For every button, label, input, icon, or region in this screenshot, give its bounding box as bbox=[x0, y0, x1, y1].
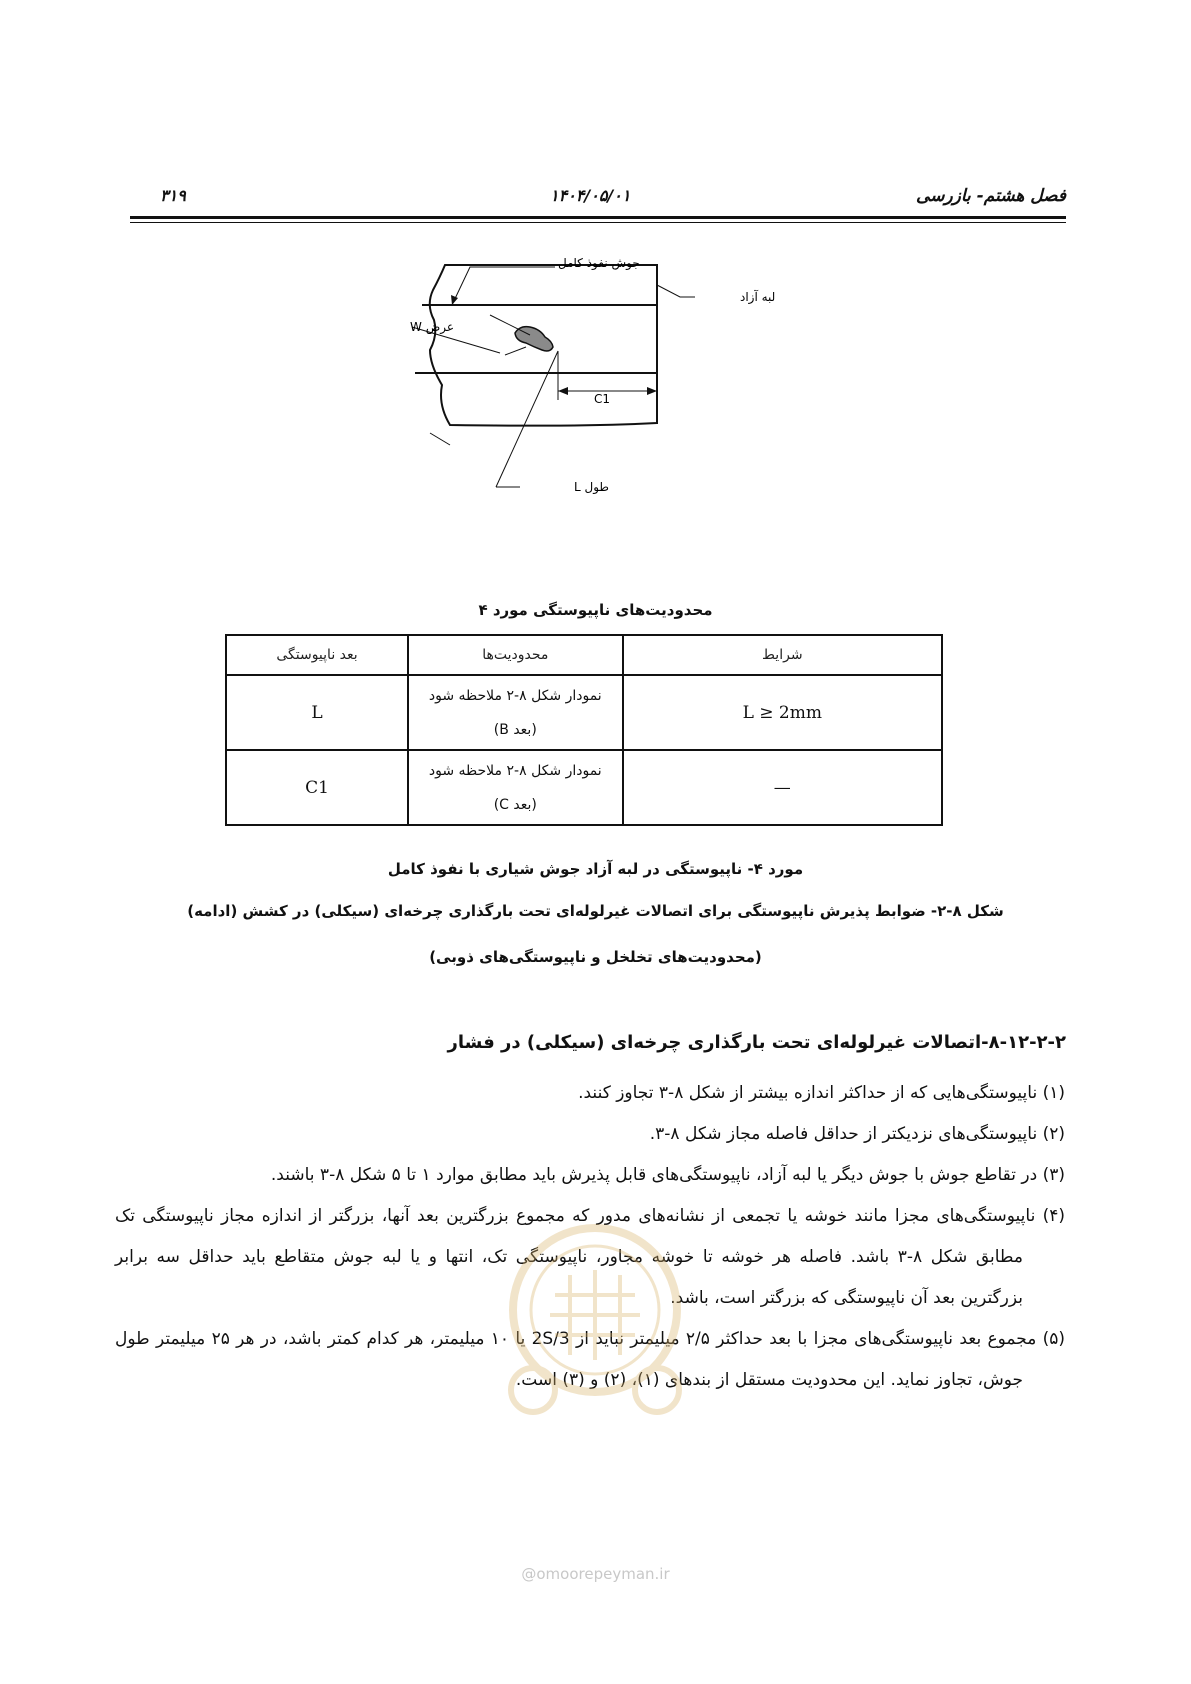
cell-dimension: L bbox=[226, 675, 408, 750]
case-caption: مورد ۴- ناپیوستگی در لبه آزاد جوش شیاری با نفوذ کامل bbox=[387, 860, 804, 878]
list-item: (۳) در تقاطع جوش با جوش دیگر یا لبه آزاد، ناپیوستگی‌های قابل پذیرش باید مطابق موارد ۱ تا ۵ شکل ۸-۳ باشند. bbox=[270, 1165, 1065, 1185]
length-line bbox=[496, 351, 558, 487]
seal-gear-right bbox=[635, 1368, 679, 1412]
cell-condition: L ≥ 2mm bbox=[623, 675, 942, 750]
limit-line2: (بعد B) bbox=[493, 721, 537, 738]
cell-limit bbox=[408, 750, 623, 825]
header-limits: محدودیت‌ها bbox=[408, 635, 623, 675]
seal-grid bbox=[550, 1270, 640, 1360]
label-full-penetration-weld: جوش نفوذ کامل bbox=[558, 256, 640, 270]
figure-subtitle: (محدودیت‌های تخلخل و ناپیوستگی‌های ذوبی) bbox=[429, 948, 762, 966]
list-item: (۲) ناپیوستگی‌های نزدیکتر از حداقل فاصله مجاز شکل ۸-۳. bbox=[649, 1124, 1065, 1144]
cell-condition: — bbox=[623, 750, 942, 825]
label-c1: C1 bbox=[593, 392, 611, 406]
watermark-seal bbox=[505, 1215, 685, 1475]
list-item: (۴) ناپیوستگی‌های مجزا مانند خوشه یا تجمعی از نشانه‌های مدور که مجموع بزرگترین بعد آنها، بزرگتر از اندازه مجاز ناپیوستگی تک مطابق شکل ۸-۳ باشد. فاصله هر خوشه تا خوشه مجاور، ناپیوستگی تک، انتها و یا لبه جوش متقاطع باید حداقل سه برابر بزرگترین بعد آن ناپیوستگی که بزرگتر است، باشد. bbox=[115, 1206, 1065, 1308]
width-ext-1 bbox=[490, 315, 530, 335]
figure-caption: شکل ۸-۲- ضوابط پذیرش ناپیوستگی برای اتصالات غیرلوله‌ای تحت بارگذاری چرخه‌ای (سیکلی) در کشش (ادامه) bbox=[187, 902, 1004, 920]
free-edge-leader bbox=[657, 285, 695, 297]
limit-line1: نمودار شکل ۸-۲ ملاحظه شود bbox=[428, 687, 602, 704]
limit-line1: نمودار شکل ۸-۲ ملاحظه شود bbox=[428, 762, 602, 779]
length-ext bbox=[430, 433, 450, 445]
table-header-row bbox=[226, 635, 942, 675]
list-item: (۵) مجموع بعد ناپیوستگی‌های مجزا با بعد حداکثر ۲/۵ میلیمتر نباید از 2S/3 یا ۱۰ میلیمتر، هر کدام کمتر باشد، در هر ۲۵ میلیمتر طول جوش، تجاوز نماید. این محدودیت مستقل از بندهای (۱)، (۲) و (۳) است. bbox=[115, 1329, 1066, 1390]
c1-arrow-left bbox=[558, 387, 568, 395]
header-rule-thin bbox=[130, 222, 1066, 223]
cell-dimension: C1 bbox=[226, 750, 408, 825]
limits-table bbox=[225, 634, 943, 826]
list-item: (۱) ناپیوستگی‌هایی که از حداکثر اندازه بیشتر از شکل ۸-۳ تجاوز کنند. bbox=[578, 1083, 1065, 1103]
header-dimension: بعد ناپیوستگی bbox=[226, 635, 408, 675]
label-length: طول L bbox=[574, 480, 609, 494]
weld-discontinuity-figure bbox=[330, 255, 850, 545]
table-caption: محدودیت‌های ناپیوستگی مورد ۴ bbox=[478, 601, 713, 619]
table-row bbox=[226, 750, 942, 825]
label-width: عرض W bbox=[410, 320, 454, 334]
page-number: ۳۱۹ bbox=[160, 186, 186, 205]
header-conditions: شرایط bbox=[623, 635, 942, 675]
header-date: ۱۴۰۴/۰۵/۰۱ bbox=[550, 186, 631, 205]
limit-line2: (بعد C) bbox=[493, 796, 537, 813]
header-rule-thick bbox=[130, 216, 1066, 219]
full-weld-leader bbox=[452, 267, 555, 305]
width-ext-2 bbox=[505, 347, 526, 355]
chapter-title: فصل هشتم- بازرسی bbox=[916, 186, 1066, 206]
table-row bbox=[226, 675, 942, 750]
c1-arrow-right bbox=[647, 387, 657, 395]
watermark-url: @omoorepeyman.ir bbox=[521, 1565, 670, 1583]
cell-limit bbox=[408, 675, 623, 750]
seal-gear-left bbox=[511, 1368, 555, 1412]
section-heading: ۸-۱۲-۲-۲-اتصالات غیرلوله‌ای تحت بارگذاری چرخه‌ای (سیکلی) در فشار bbox=[447, 1032, 1066, 1053]
full-weld-arrow bbox=[451, 295, 458, 305]
label-free-edge: لبه آزاد bbox=[740, 290, 776, 304]
page-header bbox=[130, 186, 1066, 216]
